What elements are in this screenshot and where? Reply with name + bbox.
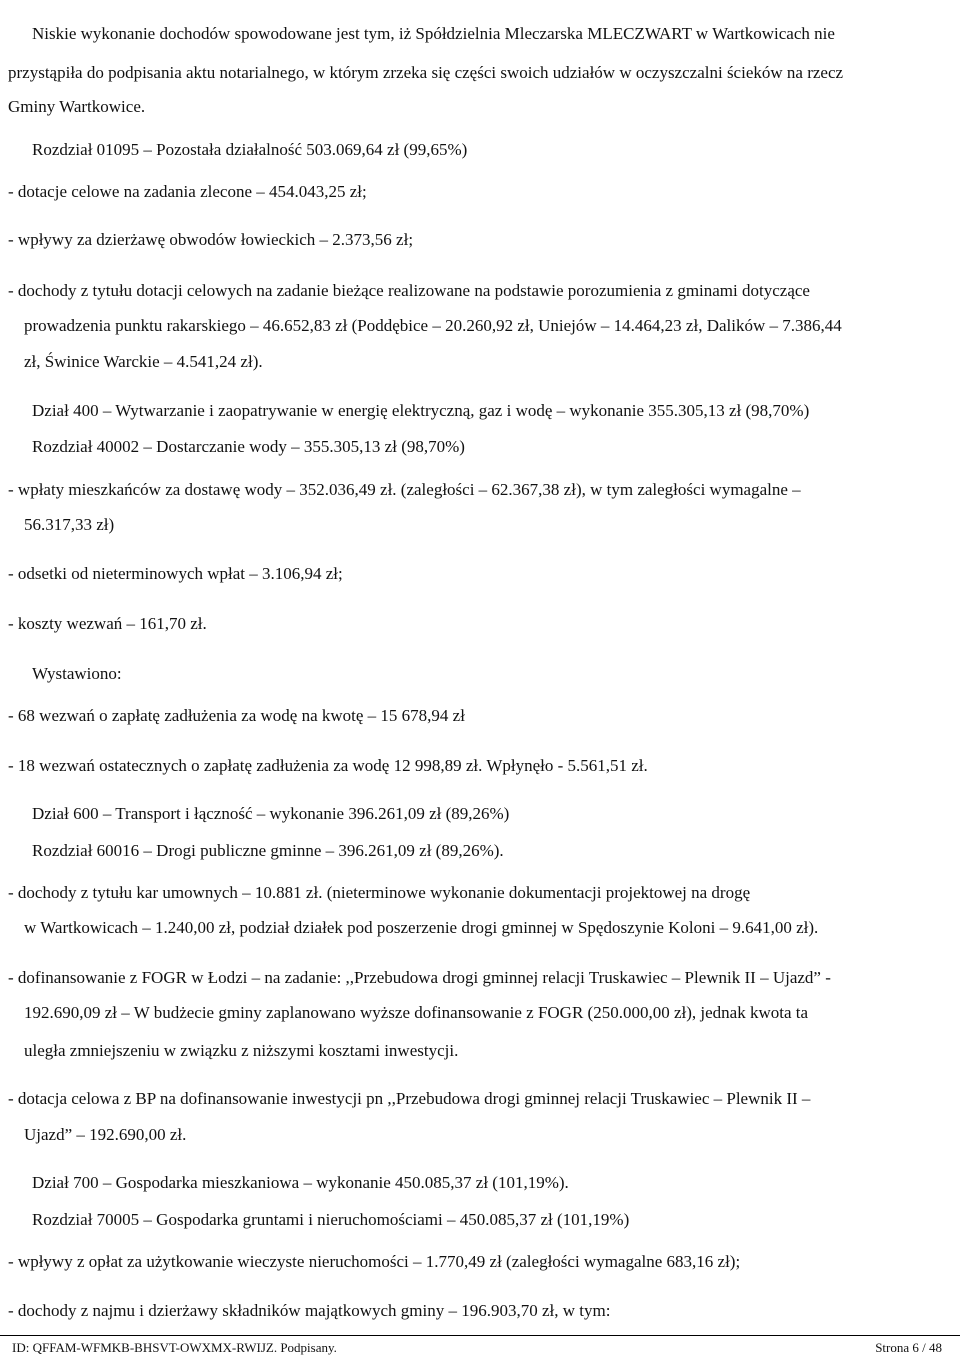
section-heading: Rozdział 60016 – Drogi publiczne gminne – 396.261,09 zł (89,26%).: [32, 841, 504, 860]
list-item: - 68 wezwań o zapłatę zadłużenia za wodę na kwotę – 15 678,94 zł: [8, 706, 465, 725]
list-item: - odsetki od nieterminowych wpłat – 3.106,94 zł;: [8, 564, 343, 583]
list-item-continuation: Ujazd” – 192.690,00 zł.: [24, 1125, 187, 1144]
list-item-continuation: w Wartkowicach – 1.240,00 zł, podział działek pod poszerzenie drogi gminnej w Spędoszynie Koloni – 9.641,00 zł).: [24, 918, 819, 937]
section-heading: Dział 700 – Gospodarka mieszkaniowa – wykonanie 450.085,37 zł (101,19%).: [32, 1173, 569, 1192]
list-item-continuation: zł, Świnice Warckie – 4.541,24 zł).: [24, 352, 263, 371]
list-item-continuation: 56.317,33 zł): [24, 515, 115, 534]
paragraph-line: Niskie wykonanie dochodów spowodowane jest tym, iż Spółdzielnia Mleczarska MLECZWART w Wartkowicach nie: [32, 24, 835, 43]
list-item: - dotacja celowa z BP na dofinansowanie inwestycji pn ,,Przebudowa drogi gminnej relacji Truskawiec – Plewnik II –: [8, 1089, 811, 1108]
paragraph-line: Gminy Wartkowice.: [8, 97, 146, 116]
list-item: - dochody z tytułu kar umownych – 10.881 zł. (nieterminowe wykonanie dokumentacji projektowej na drogę: [8, 883, 751, 902]
page-number: Strona 6 / 48: [875, 1340, 942, 1355]
list-item: - wpływy za dzierżawę obwodów łowieckich – 2.373,56 zł;: [8, 230, 414, 249]
list-item: - 18 wezwań ostatecznych o zapłatę zadłużenia za wodę 12 998,89 zł. Wpłynęło - 5.561,51 zł.: [8, 756, 648, 775]
list-item-continuation: prowadzenia punktu rakarskiego – 46.652,83 zł (Poddębice – 20.260,92 zł, Uniejów – 14.464,23 zł, Dalików – 7.386,44: [24, 316, 842, 335]
section-heading: Rozdział 40002 – Dostarczanie wody – 355.305,13 zł (98,70%): [32, 437, 465, 456]
document-id: ID: QFFAM-WFMKB-BHSVT-OWXMX-RWIJZ. Podpisany.: [12, 1340, 337, 1355]
section-heading: Dział 600 – Transport i łączność – wykonanie 396.261,09 zł (89,26%): [32, 804, 510, 823]
section-heading: Rozdział 70005 – Gospodarka gruntami i nieruchomościami – 450.085,37 zł (101,19%): [32, 1210, 630, 1229]
section-heading: Rozdział 01095 – Pozostała działalność 503.069,64 zł (99,65%): [32, 140, 468, 159]
list-item: - dochody z najmu i dzierżawy składników majątkowych gminy – 196.903,70 zł, w tym:: [8, 1301, 611, 1320]
list-item: - koszty wezwań – 161,70 zł.: [8, 614, 207, 633]
paragraph-line: Wystawiono:: [32, 664, 122, 683]
list-item: - wpłaty mieszkańców za dostawę wody – 352.036,49 zł. (zaległości – 62.367,38 zł), w tym zaległości wymagalne –: [8, 480, 801, 499]
list-item: - dotacje celowe na zadania zlecone – 454.043,25 zł;: [8, 182, 367, 201]
list-item: - wpływy z opłat za użytkowanie wieczyste nieruchomości – 1.770,49 zł (zaległości wymagalne 683,16 zł);: [8, 1252, 741, 1271]
paragraph-line: przystąpiła do podpisania aktu notarialnego, w którym zrzeka się części swoich udziałów w oczyszczalni ścieków na rzecz: [8, 63, 844, 82]
list-item: - dofinansowanie z FOGR w Łodzi – na zadanie: ,,Przebudowa drogi gminnej relacji Truskawiec – Plewnik II – Ujazd” -: [8, 968, 831, 987]
list-item-continuation: uległa zmniejszeniu w związku z niższymi kosztami inwestycji.: [24, 1041, 459, 1060]
list-item: - dochody z tytułu dotacji celowych na zadanie bieżące realizowane na podstawie porozumienia z gminami dotyczące: [8, 281, 810, 300]
section-heading: Dział 400 – Wytwarzanie i zaopatrywanie w energię elektryczną, gaz i wodę – wykonanie 355.305,13 zł (98,70%): [32, 401, 810, 420]
footer-divider: [0, 1335, 960, 1336]
list-item-continuation: 192.690,09 zł – W budżecie gminy zaplanowano wyższe dofinansowanie z FOGR (250.000,00 zł), jednak kwota ta: [24, 1003, 809, 1022]
